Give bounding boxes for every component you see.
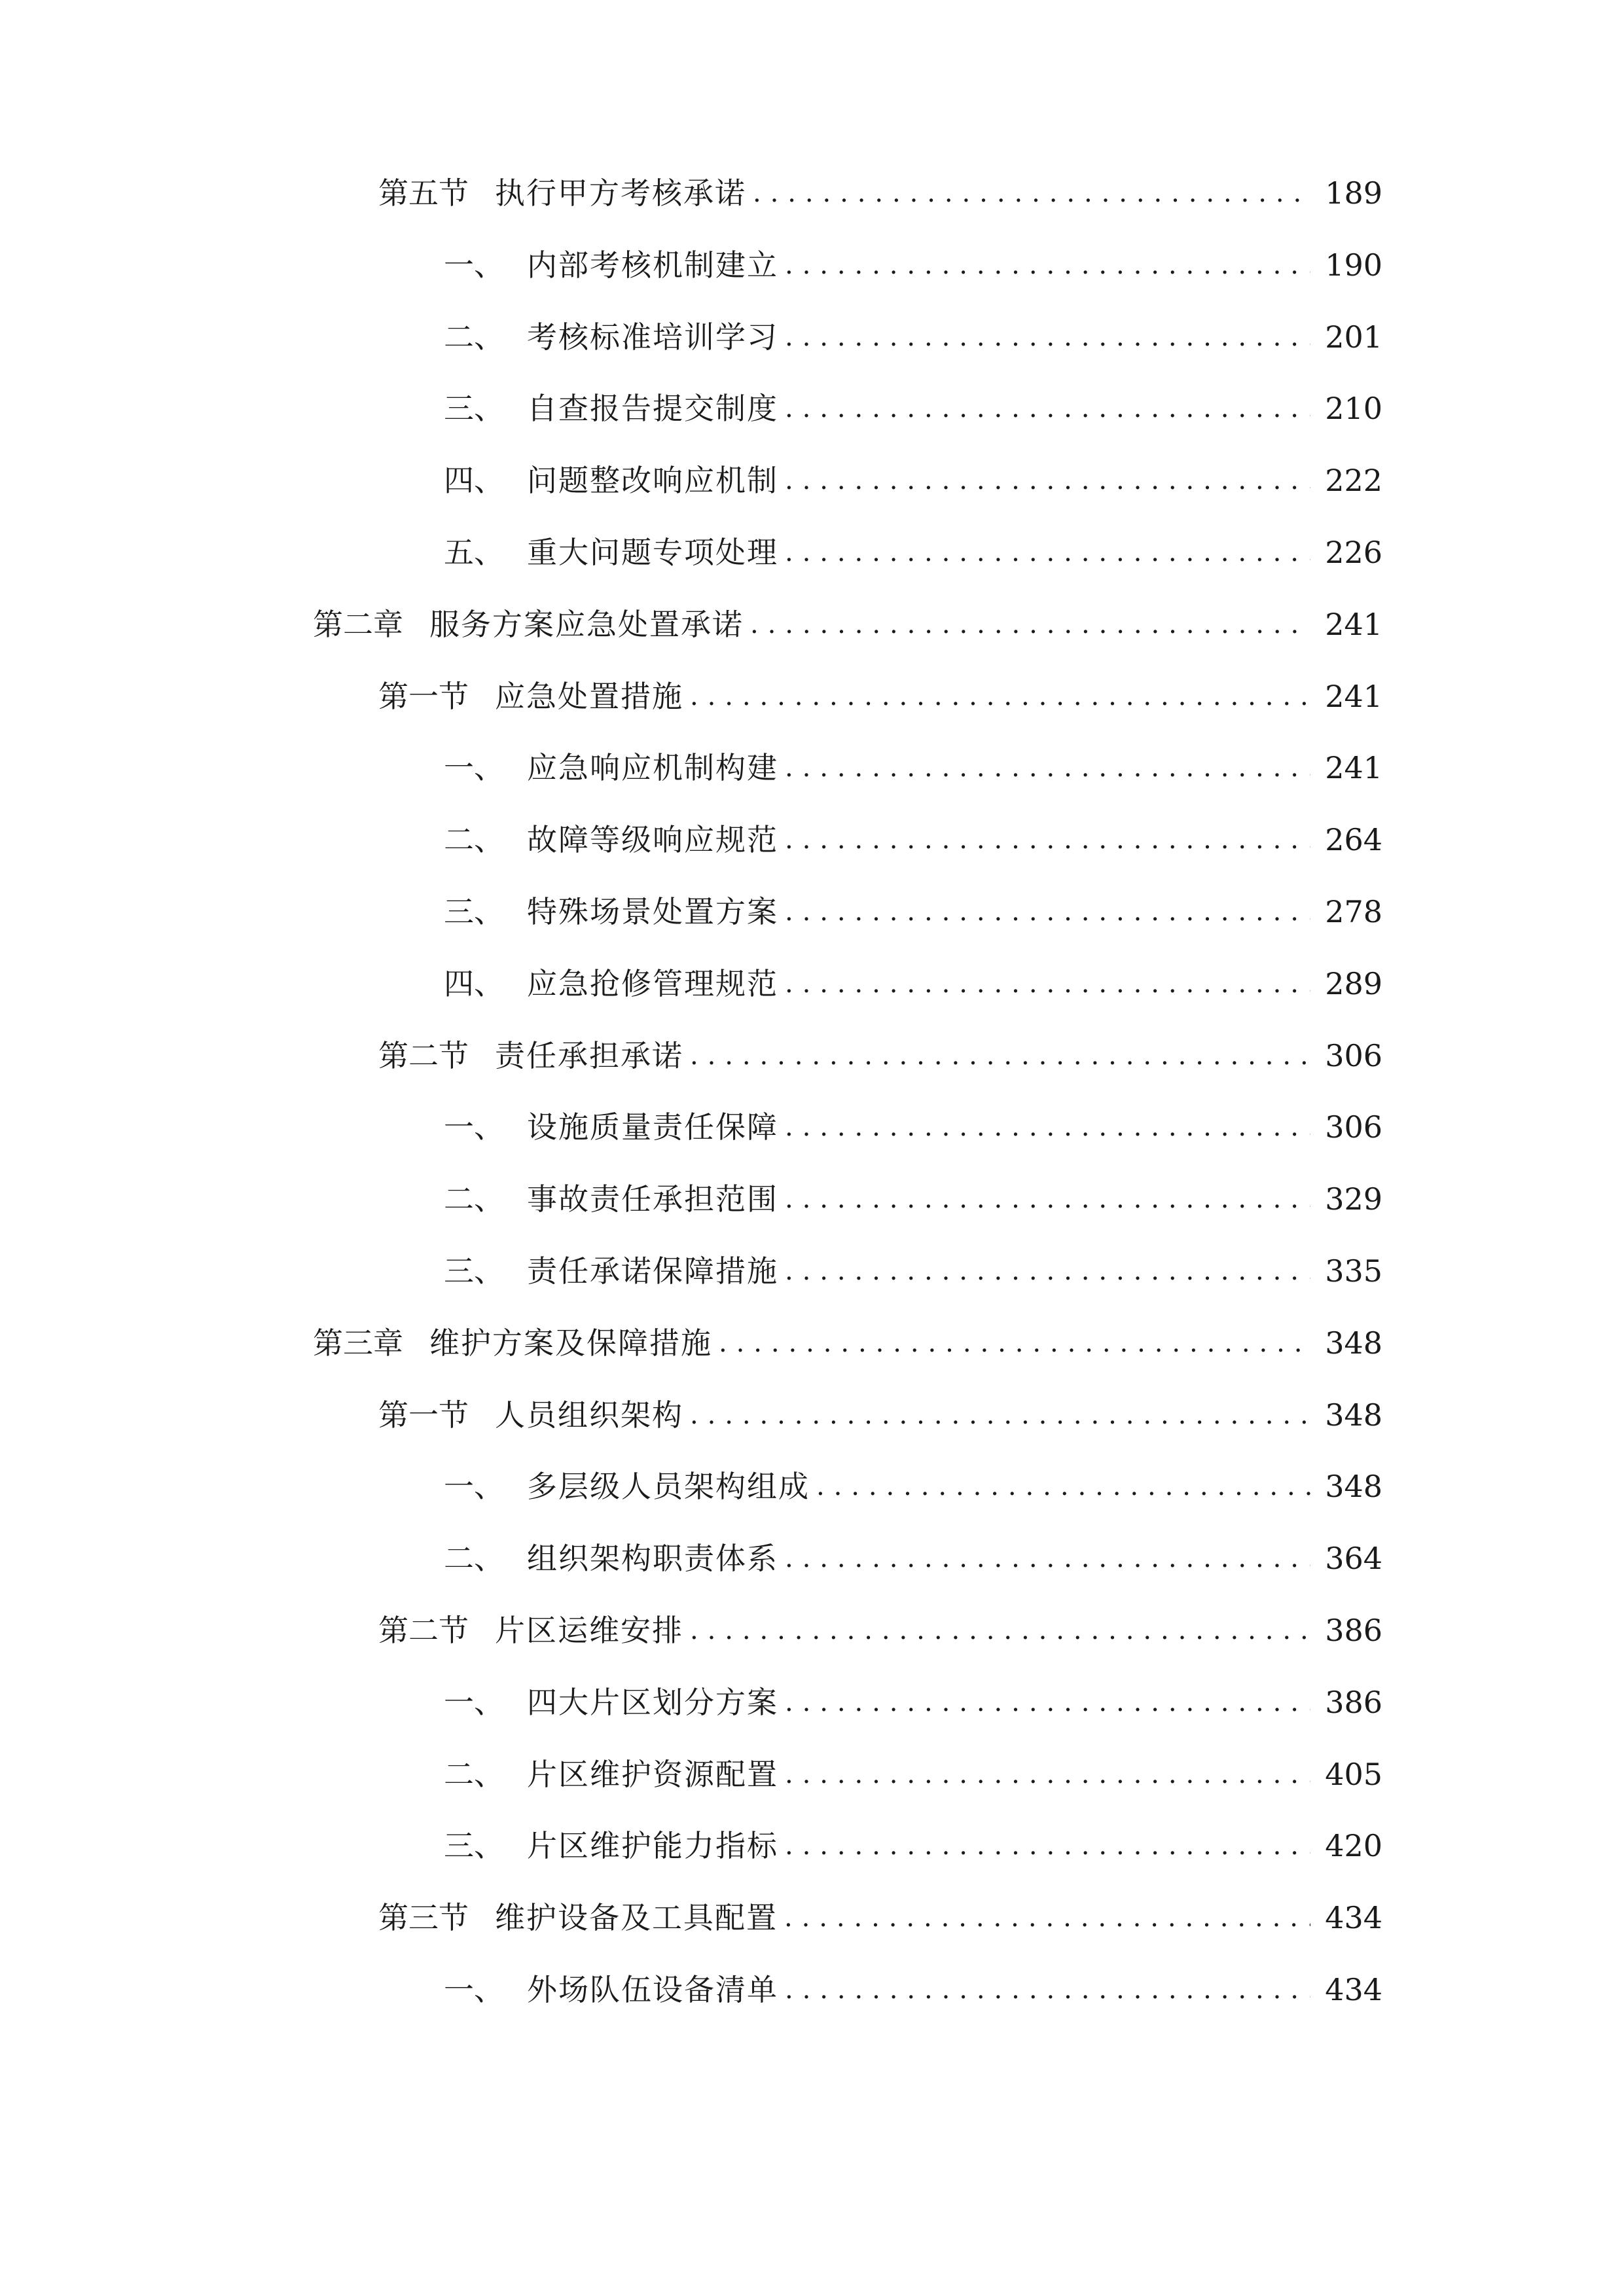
toc-entry[interactable] (444, 454, 1382, 507)
toc-entry-title: 多层级人员架构组成 (527, 1469, 810, 1504)
toc-entry-number: 第一节 (378, 679, 469, 714)
dot-leader (785, 1820, 1310, 1872)
toc-entry[interactable] (444, 311, 1382, 363)
toc-entry[interactable] (444, 1748, 1382, 1801)
toc-entry-number: 一、 (444, 750, 504, 785)
toc-entry-title: 维护设备及工具配置 (495, 1900, 778, 1935)
toc-entry-page-number: 386 (1325, 1613, 1382, 1648)
toc-entry-number: 一、 (444, 247, 504, 283)
dot-leader (690, 1030, 1310, 1082)
toc-entry[interactable] (444, 1820, 1382, 1872)
toc-entry-title: 外场队伍设备清单 (527, 1972, 778, 2007)
dot-leader (785, 311, 1310, 363)
toc-entry-page-number: 190 (1325, 247, 1382, 283)
toc-entry-number: 第二节 (378, 1613, 469, 1648)
toc-entry[interactable] (378, 1389, 1382, 1441)
toc-entry-page-number: 434 (1325, 1972, 1382, 2007)
dot-leader (785, 1532, 1310, 1585)
dot-leader (785, 454, 1310, 507)
toc-entry-number: 二、 (444, 1757, 504, 1792)
toc-entry-title: 四大片区划分方案 (527, 1685, 778, 1720)
dot-leader (785, 1101, 1310, 1153)
toc-entry-page-number: 241 (1325, 679, 1382, 714)
toc-entry-title: 设施质量责任保障 (527, 1109, 778, 1145)
toc-entry[interactable] (444, 1245, 1382, 1297)
dot-leader (785, 742, 1310, 794)
dot-leader (785, 239, 1310, 291)
toc-entry[interactable] (444, 1460, 1382, 1513)
toc-entry-page-number: 264 (1325, 822, 1382, 857)
toc-entry-title: 责任承诺保障措施 (527, 1253, 778, 1289)
toc-entry[interactable] (378, 1892, 1382, 1944)
toc-entry-page-number: 189 (1325, 175, 1382, 211)
toc-entry[interactable] (378, 167, 1382, 219)
dot-leader (719, 1317, 1310, 1369)
toc-entry-number: 第三节 (378, 1900, 469, 1935)
toc-entry-page-number: 434 (1325, 1900, 1382, 1935)
toc-entry-number: 第二章 (313, 607, 403, 642)
toc-entry-number: 第五节 (378, 175, 469, 211)
toc-entry-title: 维护方案及保障措施 (429, 1325, 712, 1361)
dot-leader (750, 598, 1310, 651)
dot-leader (785, 382, 1310, 435)
dot-leader (785, 1964, 1310, 2016)
toc-entry-page-number: 222 (1325, 463, 1382, 498)
toc-entry-page-number: 405 (1325, 1757, 1382, 1792)
toc-entry-number: 一、 (444, 1972, 504, 2007)
dot-leader (753, 167, 1310, 219)
toc-entry-title: 片区运维安排 (495, 1613, 683, 1648)
dot-leader (785, 886, 1310, 938)
toc-entry-page-number: 420 (1325, 1828, 1382, 1863)
toc-entry-page-number: 289 (1325, 966, 1382, 1001)
toc-entry-page-number: 348 (1325, 1325, 1382, 1361)
toc-entry[interactable] (444, 742, 1382, 794)
toc-entry[interactable] (444, 1964, 1382, 2016)
toc-entry[interactable] (444, 1532, 1382, 1585)
toc-entry[interactable] (378, 670, 1382, 723)
toc-entry-page-number: 306 (1325, 1109, 1382, 1145)
toc-entry-number: 三、 (444, 894, 504, 929)
toc-entry-number: 三、 (444, 1253, 504, 1289)
dot-leader (785, 1748, 1310, 1801)
toc-entry-title: 应急处置措施 (495, 679, 683, 714)
toc-entry-page-number: 335 (1325, 1253, 1382, 1289)
dot-leader (785, 1676, 1310, 1729)
toc-entry-page-number: 201 (1325, 319, 1382, 355)
toc-entry-title: 事故责任承担范围 (527, 1181, 778, 1217)
toc-entry-page-number: 329 (1325, 1181, 1382, 1217)
dot-leader (690, 670, 1310, 723)
toc-entry-title: 片区维护资源配置 (527, 1757, 778, 1792)
toc-entry[interactable] (444, 526, 1382, 579)
toc-entry[interactable] (444, 1676, 1382, 1729)
toc-entry-page-number: 348 (1325, 1397, 1382, 1433)
dot-leader (785, 1173, 1310, 1225)
toc-entry-page-number: 306 (1325, 1038, 1382, 1073)
toc-entry[interactable] (444, 382, 1382, 435)
toc-entry[interactable] (444, 958, 1382, 1010)
toc-entry-number: 一、 (444, 1109, 504, 1145)
toc-entry-title: 执行甲方考核承诺 (495, 175, 746, 211)
toc-entry[interactable] (378, 1604, 1382, 1657)
toc-entry-title: 内部考核机制建立 (527, 247, 778, 283)
toc-entry-title: 重大问题专项处理 (527, 535, 778, 570)
dot-leader (785, 1245, 1310, 1297)
toc-entry[interactable] (444, 1101, 1382, 1153)
dot-leader (785, 814, 1310, 866)
toc-entry-title: 应急抢修管理规范 (527, 966, 778, 1001)
toc-entry-number: 四、 (444, 966, 504, 1001)
toc-entry-number: 第一节 (378, 1397, 469, 1433)
toc-entry[interactable] (444, 814, 1382, 866)
dot-leader (690, 1604, 1310, 1657)
toc-entry-title: 应急响应机制构建 (527, 750, 778, 785)
toc-entry-number: 一、 (444, 1469, 504, 1504)
toc-entry[interactable] (313, 1317, 1382, 1369)
toc-entry-page-number: 226 (1325, 535, 1382, 570)
toc-entry-title: 片区维护能力指标 (527, 1828, 778, 1863)
toc-entry[interactable] (313, 598, 1382, 651)
toc-entry-number: 二、 (444, 822, 504, 857)
toc-entry-page-number: 241 (1325, 607, 1382, 642)
dot-leader (690, 1389, 1310, 1441)
toc-entry-title: 组织架构职责体系 (527, 1541, 778, 1576)
toc-entry-title: 责任承担承诺 (495, 1038, 683, 1073)
toc-entry-title: 问题整改响应机制 (527, 463, 778, 498)
dot-leader (785, 526, 1310, 579)
toc-entry-number: 三、 (444, 1828, 504, 1863)
toc-entry-page-number: 278 (1325, 894, 1382, 929)
toc-entry[interactable] (444, 886, 1382, 938)
toc-entry-number: 五、 (444, 535, 504, 570)
toc-entry-number: 二、 (444, 1181, 504, 1217)
toc-entry-page-number: 364 (1325, 1541, 1382, 1576)
toc-entry-page-number: 386 (1325, 1685, 1382, 1720)
toc-entry-title: 特殊场景处置方案 (527, 894, 778, 929)
toc-entry-number: 第二节 (378, 1038, 469, 1073)
dot-leader (784, 1892, 1310, 1944)
toc-entry-page-number: 210 (1325, 391, 1382, 426)
toc-entry-number: 二、 (444, 319, 504, 355)
toc-entry-title: 人员组织架构 (495, 1397, 683, 1433)
toc-entry-title: 故障等级响应规范 (527, 822, 778, 857)
toc-entry-number: 三、 (444, 391, 504, 426)
dot-leader (785, 958, 1310, 1010)
toc-entry[interactable] (378, 1030, 1382, 1082)
toc-entry-page-number: 241 (1325, 750, 1382, 785)
toc-entry-title: 考核标准培训学习 (527, 319, 778, 355)
toc-entry[interactable] (444, 239, 1382, 291)
toc-entry-number: 第三章 (313, 1325, 403, 1361)
toc-entry-page-number: 348 (1325, 1469, 1382, 1504)
toc-entry-title: 服务方案应急处置承诺 (429, 607, 744, 642)
toc-entry-number: 二、 (444, 1541, 504, 1576)
toc-entry-number: 一、 (444, 1685, 504, 1720)
dot-leader (816, 1460, 1310, 1513)
toc-entry-title: 自查报告提交制度 (527, 391, 778, 426)
toc-entry-number: 四、 (444, 463, 504, 498)
toc-entry[interactable] (444, 1173, 1382, 1225)
